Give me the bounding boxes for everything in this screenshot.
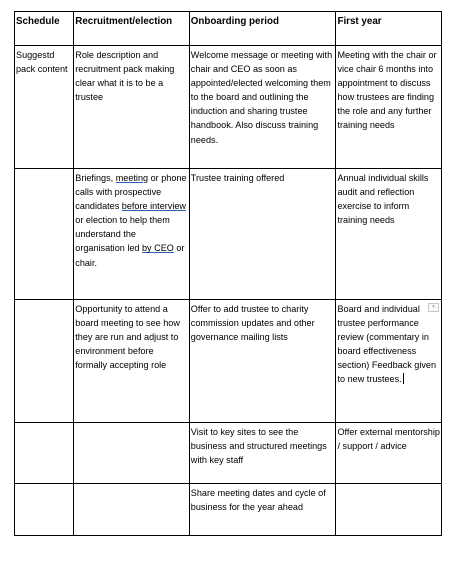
cell-recruitment[interactable]: Role description and recruitment pack making clear what it is to be a trustee <box>74 46 190 169</box>
induction-schedule-table <box>14 11 442 536</box>
underlined-text: meeting <box>115 173 149 183</box>
cell-first-year[interactable]: Offer external mentorship / support / advice <box>336 423 442 484</box>
table-row <box>15 46 442 169</box>
cell-recruitment[interactable] <box>74 484 190 536</box>
text-span: or election to help them understand the organisation led <box>75 215 170 254</box>
cell-recruitment[interactable] <box>74 423 190 484</box>
cell-first-year[interactable] <box>336 484 442 536</box>
text-span: or chair. <box>75 243 185 268</box>
header-onboarding-period[interactable]: Onboarding period <box>189 12 336 46</box>
cell-empty[interactable] <box>15 423 74 484</box>
table-row <box>15 169 442 300</box>
text-span: Briefings, <box>75 173 116 183</box>
cell-onboarding[interactable]: Visit to key sites to see the business and structured meetings with key staff <box>189 423 336 484</box>
cell-onboarding[interactable]: Share meeting dates and cycle of business for the year ahead <box>189 484 336 536</box>
cell-recruitment[interactable]: Opportunity to attend a board meeting to see how they are run and adjust to environment before formally accepting role <box>74 300 190 423</box>
cell-onboarding[interactable]: Welcome message or meeting with chair and CEO as soon as appointed/elected welcoming them to the board and outlining the induction and sharing trustee handbook. Also discuss training needs. <box>189 46 336 169</box>
table-row <box>15 484 442 536</box>
row-label-suggested-pack-content[interactable]: Suggestd pack content <box>15 46 74 169</box>
table-row <box>15 423 442 484</box>
comment-marker-icon[interactable]: ▾ <box>428 303 439 312</box>
cell-onboarding[interactable]: Trustee training offered <box>189 169 336 300</box>
underlined-text: before interview <box>121 201 186 212</box>
cell-first-year[interactable]: Annual individual skills audit and reflection exercise to inform training needs <box>336 169 442 300</box>
underlined-text: by CEO <box>142 243 174 254</box>
cell-empty[interactable] <box>15 300 74 423</box>
table-header-row <box>15 12 442 46</box>
table-row <box>15 300 442 423</box>
header-first-year[interactable]: First year <box>336 12 442 46</box>
text-span: or phone calls with prospective candidates <box>75 173 187 212</box>
cell-onboarding[interactable]: Offer to add trustee to charity commission updates and other governance mailing lists <box>189 300 336 423</box>
cell-first-year-active[interactable] <box>336 300 442 423</box>
cell-recruitment[interactable] <box>74 169 190 300</box>
cell-empty[interactable] <box>15 484 74 536</box>
header-schedule[interactable]: Schedule <box>15 12 74 46</box>
cell-empty[interactable] <box>15 169 74 300</box>
cell-text: Board and individual trustee performance review (commentary in board effectiveness section) Feedback given to new trustees. <box>337 304 437 385</box>
header-recruitment-election[interactable]: Recruitment/election <box>74 12 190 46</box>
cell-first-year[interactable]: Meeting with the chair or vice chair 6 months into appointment to discuss how trustees are finding the role and any further training needs <box>336 46 442 169</box>
text-cursor <box>403 373 405 384</box>
